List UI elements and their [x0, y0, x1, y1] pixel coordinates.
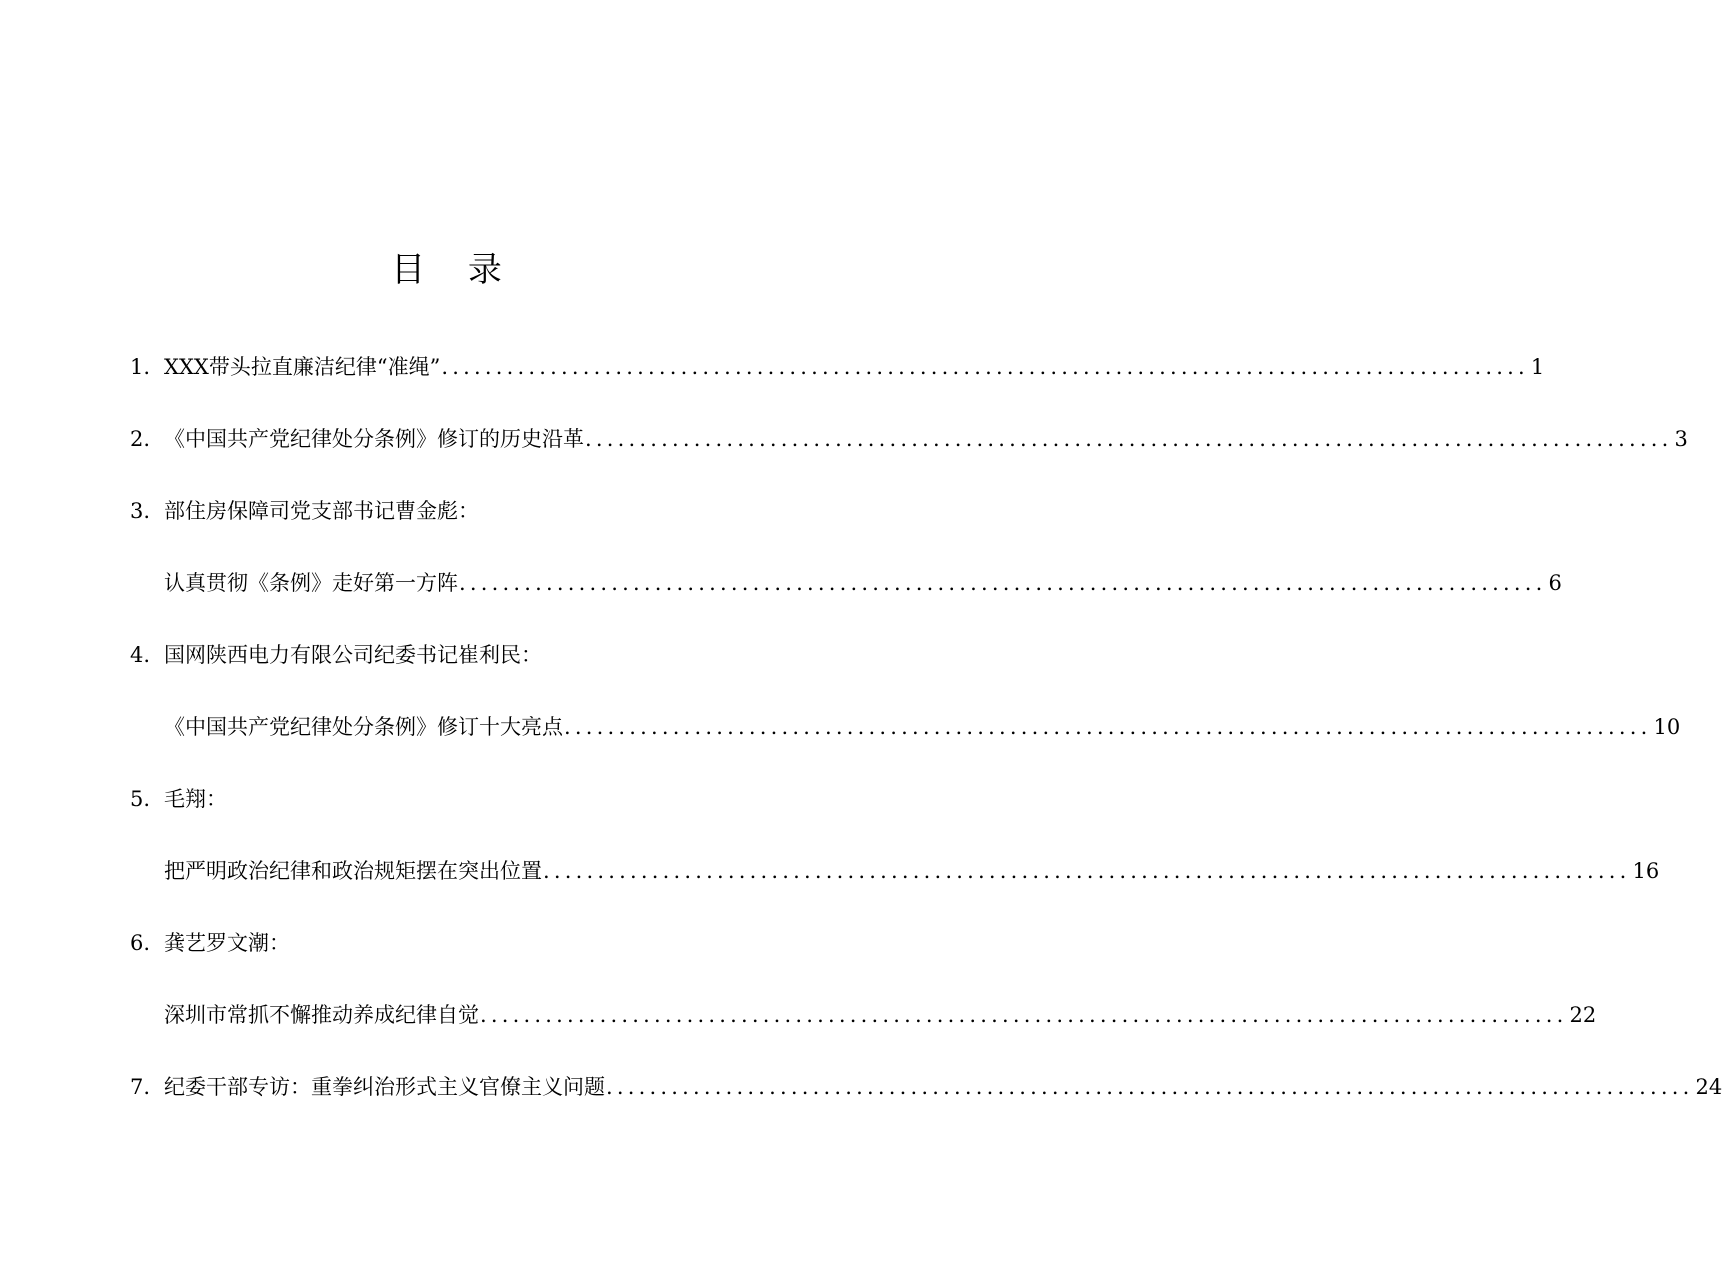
- toc-entry-title: 毛翔：: [164, 787, 227, 811]
- toc-entry-4-heading[interactable]: [130, 640, 868, 670]
- toc-entry-title: 龚艺罗文潮：: [164, 931, 290, 955]
- toc-entry-number: 1.: [130, 355, 151, 379]
- toc-leader-dots: ....................................................................................................: [606, 1075, 1694, 1099]
- toc-entry-title: 《中国共产党纪律处分条例》修订十大亮点: [164, 715, 563, 739]
- toc-page-number: 6: [1548, 571, 1562, 595]
- toc-entry-number: 5.: [130, 787, 151, 811]
- toc-leader-dots: ....................................................................................................: [543, 859, 1631, 883]
- page-title: 目 录: [391, 250, 518, 290]
- toc-leader-dots: ....................................................................................................: [480, 1003, 1568, 1027]
- toc-entry-title: 深圳市常抓不懈推动养成纪律自觉: [164, 1003, 479, 1027]
- toc-entry-title: 认真贯彻《条例》走好第一方阵: [164, 571, 458, 595]
- toc-entry-3[interactable]: [164, 568, 1562, 598]
- toc-leader-dots: ....................................................................................................: [585, 427, 1673, 451]
- toc-entry-7[interactable]: [130, 1072, 1722, 1102]
- toc-entry-1[interactable]: [130, 352, 1545, 382]
- toc-leader-dots: ....................................................................................................: [564, 715, 1652, 739]
- toc-entry-title: 纪委干部专访：重拳纠治形式主义官僚主义问题: [164, 1075, 605, 1099]
- toc-page-number: 3: [1674, 427, 1688, 451]
- toc-leader-dots: ....................................................................................................: [459, 571, 1547, 595]
- toc-leader-dots: ....................................................................................................: [441, 355, 1529, 379]
- toc-entry-number: 6.: [130, 931, 151, 955]
- toc-entry-title: 把严明政治纪律和政治规矩摆在突出位置: [164, 859, 542, 883]
- toc-entry-number: 7.: [130, 1075, 151, 1099]
- toc-page-number: 1: [1530, 355, 1545, 379]
- toc-entry-6-heading[interactable]: [130, 928, 868, 958]
- toc-entry-number: 4.: [130, 643, 151, 667]
- toc-page-number: 16: [1632, 859, 1660, 883]
- toc-entry-title: 《中国共产党纪律处分条例》修订的历史沿革: [164, 427, 584, 451]
- toc-entry-6[interactable]: [164, 1000, 1597, 1030]
- toc-entry-number: 3.: [130, 499, 151, 523]
- toc-entry-3-heading[interactable]: [130, 496, 868, 526]
- toc-entry-title: 国网陕西电力有限公司纪委书记崔利民：: [164, 643, 542, 667]
- toc-entry-number: 2.: [130, 427, 151, 451]
- toc-entry-5-heading[interactable]: [130, 784, 868, 814]
- toc-page-number: 10: [1653, 715, 1681, 739]
- toc-entry-5[interactable]: [164, 856, 1660, 886]
- toc-entry-title: 部住房保障司党支部书记曹金彪：: [164, 499, 479, 523]
- toc-entry-title: XXX带头拉直廉洁纪律“准绳”: [164, 355, 441, 379]
- toc-page-number: 22: [1569, 1003, 1597, 1027]
- toc-page-number: 24: [1695, 1075, 1722, 1099]
- toc-entry-2[interactable]: [130, 424, 1688, 454]
- toc-entry-4[interactable]: [164, 712, 1681, 742]
